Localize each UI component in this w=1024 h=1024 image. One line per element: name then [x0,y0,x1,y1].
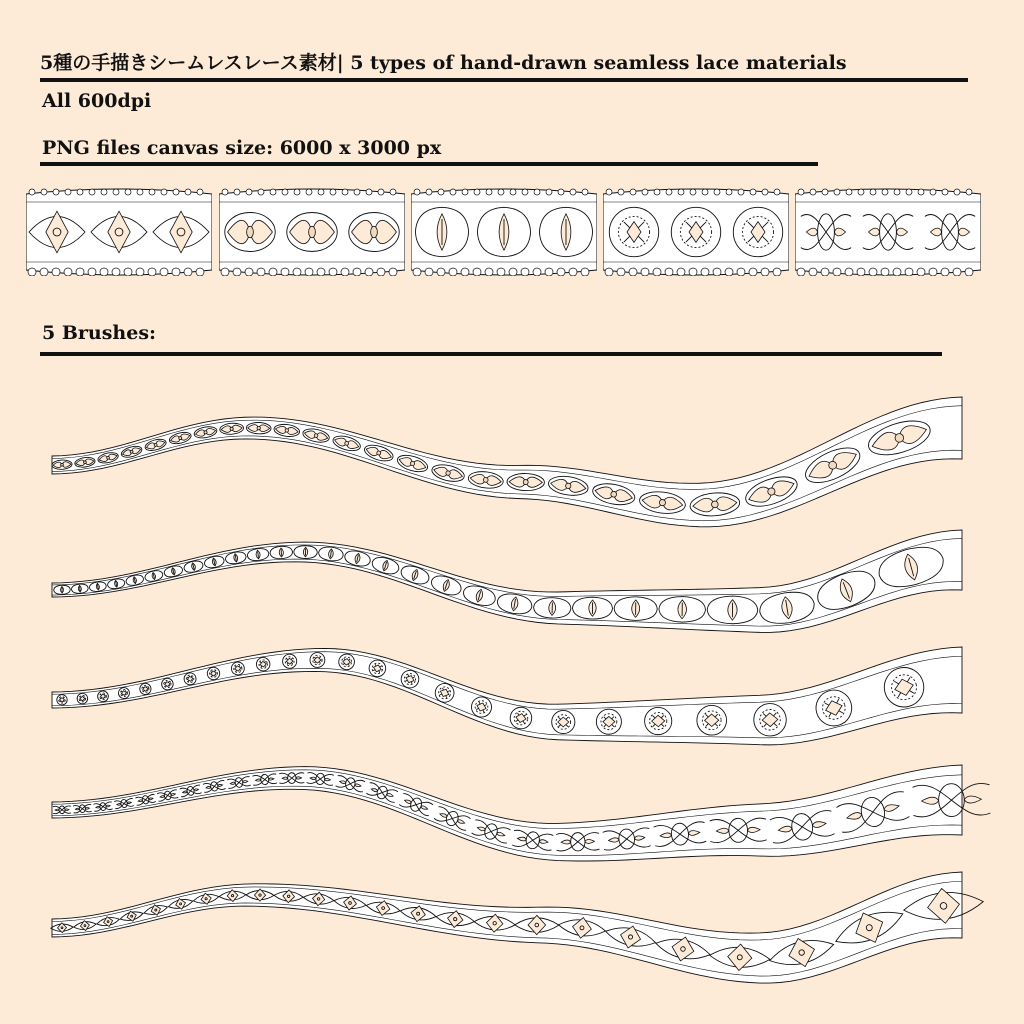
brushes-underline [40,352,942,356]
brush-stroke-1 [52,397,962,527]
brush-stroke-2 [52,530,962,632]
title-underline [40,78,968,82]
dpi-info: All 600dpi [42,90,152,112]
canvas-size-info: PNG files canvas size: 6000 x 3000 px [42,137,442,159]
page-title: 5種の手描きシームレスレース素材| 5 types of hand-drawn seamless lace materials [40,52,847,74]
brush-stroke-5 [51,872,986,983]
lace-swatch-5 [795,188,981,276]
brush-stroke-3 [52,647,962,745]
lace-swatch-1 [26,188,212,276]
brush-stroke-4 [52,765,990,861]
lace-swatch-2 [219,188,405,276]
lace-swatch-4 [603,188,789,276]
canvas-size-underline [40,162,818,166]
brushes-heading: 5 Brushes: [42,322,157,344]
lace-swatch-3 [411,188,597,276]
brush-strokes [0,380,1024,1010]
